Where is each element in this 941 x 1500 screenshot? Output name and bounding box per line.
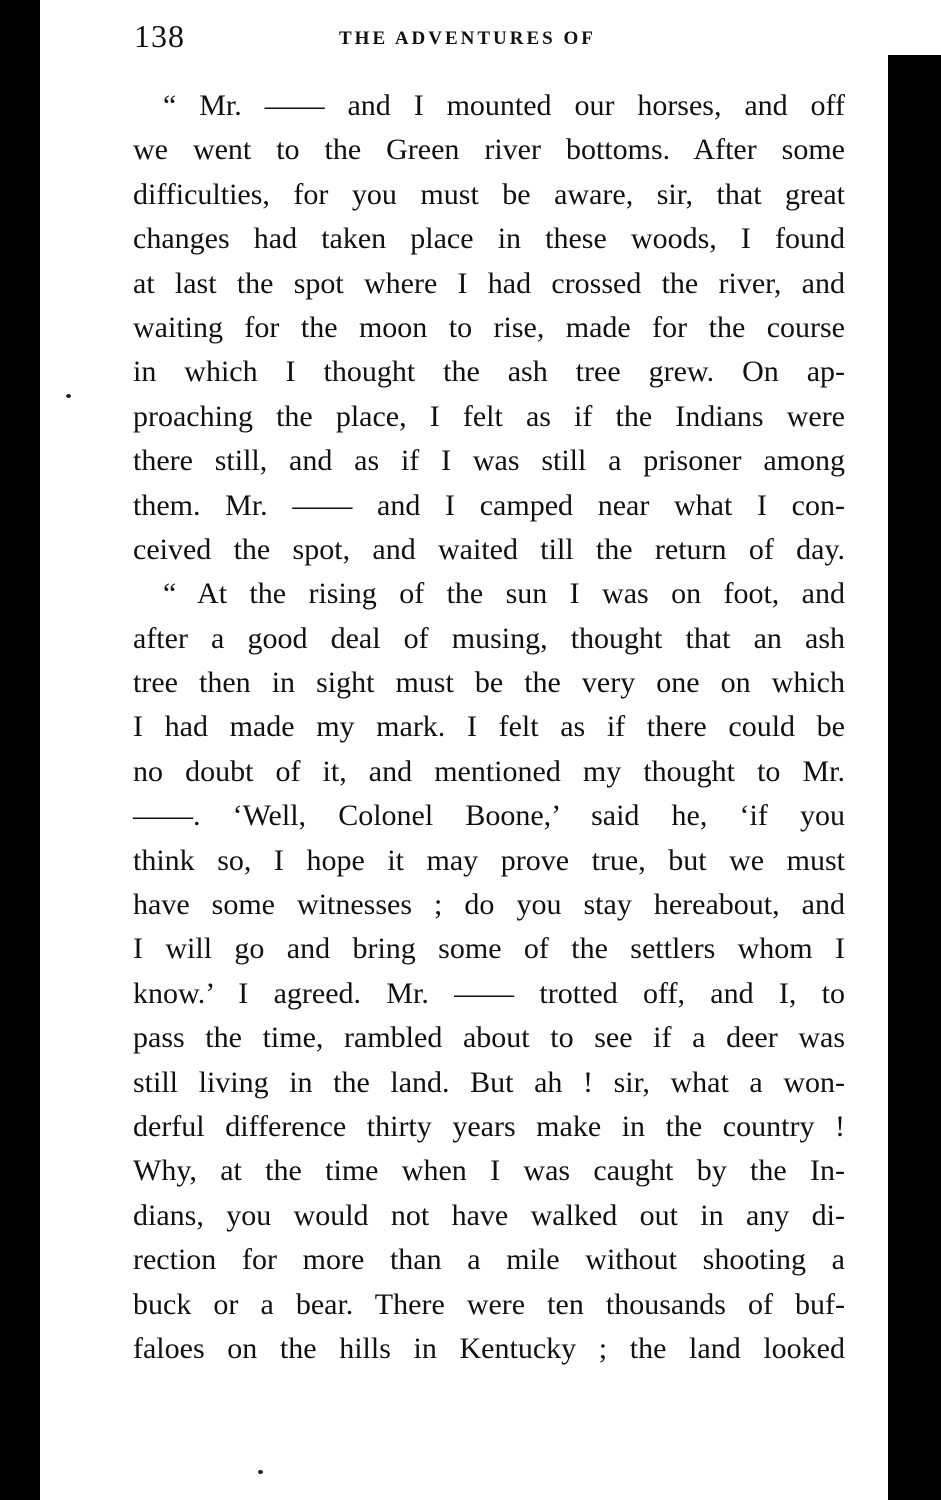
text-line: I will go and bring some of the settlers whom I [133,932,845,966]
text-line: think so, I hope it may prove true, but we must [133,843,845,877]
text-line: faloes on the hills in Kentucky ; the land looked [133,1331,845,1365]
scan-margin-left [0,0,40,1500]
scan-edge-line [16,1240,18,1500]
body-text [133,84,845,1371]
text-line: tree then in sight must be the very one on which [133,666,845,700]
text-line: no doubt of it, and mentioned my thought to Mr. [133,754,845,788]
ink-speck [66,394,71,398]
text-line: have some witnesses ; do you stay hereabout, and [133,888,845,922]
text-line: pass the time, rambled about to see if a deer was [133,1021,845,1055]
text-line: rection for more than a mile without shooting a [133,1243,845,1277]
text-line: derful difference thirty years make in the country ! [133,1109,845,1143]
text-line: there still, and as if I was still a prisoner among [133,444,845,478]
text-line: I had made my mark. I felt as if there could be [133,710,845,744]
text-line: buck or a bear. There were ten thousands of buf- [133,1287,845,1321]
text-line: Why, at the time when I was caught by the In- [133,1154,845,1188]
page-number: 138 [134,18,185,54]
text-line: still living in the land. But ah ! sir, what a won- [133,1065,845,1099]
text-line: know.’ I agreed. Mr. —— trotted off, and I, to [133,976,845,1010]
text-line: “ At the rising of the sun I was on foot, and [163,577,845,611]
scan-margin-right [888,0,941,1500]
text-line: after a good deal of musing, thought that an ash [133,621,845,655]
text-line: at last the spot where I had crossed the river, and [133,266,845,300]
ink-speck [258,1470,263,1474]
text-line: waiting for the moon to rise, made for the course [133,310,845,344]
text-line: “ Mr. —— and I mounted our horses, and off [163,89,845,122]
text-line: ceived the spot, and waited till the return of day. [133,532,845,566]
text-line: difficulties, for you must be aware, sir, that great [133,177,845,211]
text-line: we went to the Green river bottoms. After some [133,133,845,167]
text-line: them. Mr. —— and I camped near what I con- [133,488,845,522]
page-header [134,14,844,64]
text-line: changes had taken place in these woods, I found [133,222,845,256]
running-head: THE ADVENTURES OF [339,28,596,49]
text-line: in which I thought the ash tree grew. On ap- [133,355,845,389]
text-line: dians, you would not have walked out in any di- [133,1198,845,1232]
text-line: ——. ‘Well, Colonel Boone,’ said he, ‘if you [133,799,845,833]
text-line: proaching the place, I felt as if the Indians were [133,399,845,433]
